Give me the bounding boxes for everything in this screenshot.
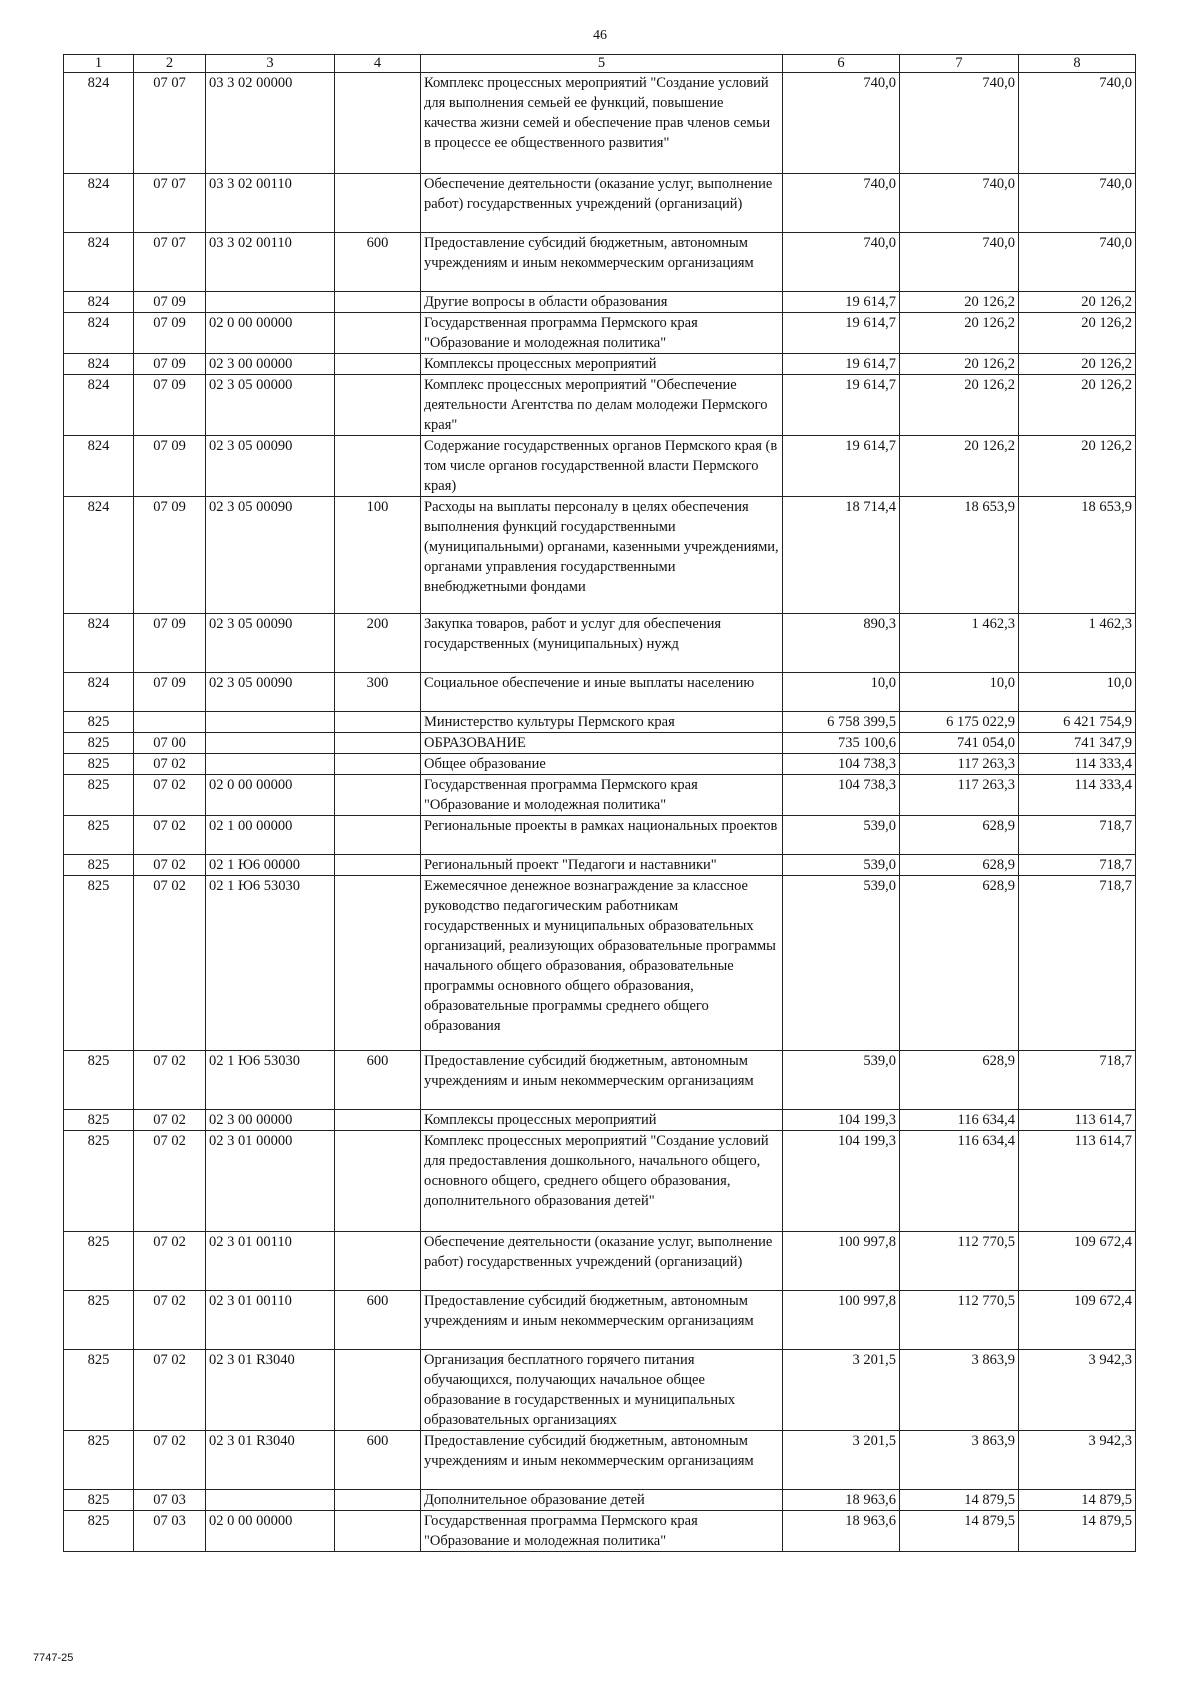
- section-cell: 07 09: [134, 673, 206, 712]
- amount-year2-cell: 628,9: [900, 1051, 1019, 1110]
- table-row: [64, 375, 1136, 436]
- amount-year2-cell: 740,0: [900, 73, 1019, 174]
- target-article-cell: 02 1 Ю6 00000: [206, 855, 335, 876]
- amount-year3-cell: 3 942,3: [1019, 1431, 1136, 1490]
- amount-year2-cell: 3 863,9: [900, 1431, 1019, 1490]
- admin-code-cell: 824: [64, 354, 134, 375]
- amount-year3-cell: 18 653,9: [1019, 497, 1136, 614]
- amount-year2-cell: 20 126,2: [900, 354, 1019, 375]
- amount-year1-cell: 539,0: [783, 816, 900, 855]
- target-article-cell: [206, 292, 335, 313]
- expense-type-cell: 100: [335, 497, 421, 614]
- column-header: 4: [335, 55, 421, 73]
- amount-year1-cell: 19 614,7: [783, 375, 900, 436]
- amount-year2-cell: 6 175 022,9: [900, 712, 1019, 733]
- admin-code-cell: 825: [64, 1051, 134, 1110]
- section-cell: 07 02: [134, 1291, 206, 1350]
- section-cell: 07 02: [134, 1350, 206, 1431]
- target-article-cell: 02 3 05 00090: [206, 497, 335, 614]
- table-row: [64, 775, 1136, 816]
- description-cell: Комплекс процессных мероприятий "Создание условий для предоставления дошкольного, начального общего, основного общего, среднего общего образования, дополнительного образования детей": [421, 1131, 783, 1232]
- amount-year1-cell: 6 758 399,5: [783, 712, 900, 733]
- admin-code-cell: 824: [64, 673, 134, 712]
- section-cell: 07 02: [134, 1110, 206, 1131]
- admin-code-cell: 824: [64, 436, 134, 497]
- amount-year3-cell: 3 942,3: [1019, 1350, 1136, 1431]
- admin-code-cell: 825: [64, 1110, 134, 1131]
- amount-year1-cell: 104 738,3: [783, 754, 900, 775]
- target-article-cell: 02 3 00 00000: [206, 354, 335, 375]
- expense-type-cell: 200: [335, 614, 421, 673]
- table-row: [64, 712, 1136, 733]
- admin-code-cell: 825: [64, 1511, 134, 1552]
- admin-code-cell: 825: [64, 855, 134, 876]
- admin-code-cell: 824: [64, 233, 134, 292]
- target-article-cell: 02 3 05 00090: [206, 436, 335, 497]
- description-cell: Закупка товаров, работ и услуг для обеспечения государственных (муниципальных) нужд: [421, 614, 783, 673]
- table-row: [64, 1431, 1136, 1490]
- amount-year1-cell: 539,0: [783, 876, 900, 1051]
- amount-year1-cell: 539,0: [783, 1051, 900, 1110]
- amount-year1-cell: 18 714,4: [783, 497, 900, 614]
- amount-year3-cell: 718,7: [1019, 876, 1136, 1051]
- target-article-cell: 02 1 00 00000: [206, 816, 335, 855]
- amount-year1-cell: 740,0: [783, 73, 900, 174]
- amount-year1-cell: 890,3: [783, 614, 900, 673]
- description-cell: Предоставление субсидий бюджетным, автономным учреждениям и иным некоммерческим организациям: [421, 1051, 783, 1110]
- section-cell: 07 02: [134, 1431, 206, 1490]
- target-article-cell: 02 3 01 R3040: [206, 1350, 335, 1431]
- amount-year2-cell: 117 263,3: [900, 775, 1019, 816]
- amount-year2-cell: 741 054,0: [900, 733, 1019, 754]
- expense-type-cell: [335, 816, 421, 855]
- target-article-cell: 02 3 05 00090: [206, 673, 335, 712]
- amount-year3-cell: 741 347,9: [1019, 733, 1136, 754]
- amount-year2-cell: 20 126,2: [900, 292, 1019, 313]
- amount-year3-cell: 10,0: [1019, 673, 1136, 712]
- amount-year3-cell: 20 126,2: [1019, 292, 1136, 313]
- description-cell: Государственная программа Пермского края "Образование и молодежная политика": [421, 313, 783, 354]
- amount-year3-cell: 14 879,5: [1019, 1511, 1136, 1552]
- amount-year1-cell: 735 100,6: [783, 733, 900, 754]
- amount-year2-cell: 14 879,5: [900, 1511, 1019, 1552]
- admin-code-cell: 825: [64, 1291, 134, 1350]
- section-cell: 07 09: [134, 313, 206, 354]
- column-header: 8: [1019, 55, 1136, 73]
- amount-year3-cell: 109 672,4: [1019, 1291, 1136, 1350]
- description-cell: Обеспечение деятельности (оказание услуг, выполнение работ) государственных учреждений (организаций): [421, 174, 783, 233]
- table-row: [64, 855, 1136, 876]
- admin-code-cell: 824: [64, 497, 134, 614]
- description-cell: Комплекс процессных мероприятий "Создание условий для выполнения семьей ее функций, повышение качества жизни семей и обеспечение прав членов семьи в процессе ее общественного развития": [421, 73, 783, 174]
- amount-year2-cell: 628,9: [900, 855, 1019, 876]
- expense-type-cell: [335, 876, 421, 1051]
- amount-year1-cell: 100 997,8: [783, 1232, 900, 1291]
- description-cell: Региональный проект "Педагоги и наставники": [421, 855, 783, 876]
- target-article-cell: [206, 754, 335, 775]
- amount-year1-cell: 10,0: [783, 673, 900, 712]
- target-article-cell: 03 3 02 00110: [206, 233, 335, 292]
- expense-type-cell: [335, 436, 421, 497]
- amount-year2-cell: 628,9: [900, 876, 1019, 1051]
- column-header: 5: [421, 55, 783, 73]
- expense-type-cell: [335, 313, 421, 354]
- target-article-cell: 03 3 02 00110: [206, 174, 335, 233]
- table-row: [64, 1110, 1136, 1131]
- amount-year3-cell: 740,0: [1019, 174, 1136, 233]
- target-article-cell: [206, 733, 335, 754]
- table-row: [64, 733, 1136, 754]
- amount-year2-cell: 10,0: [900, 673, 1019, 712]
- expense-type-cell: [335, 855, 421, 876]
- admin-code-cell: 825: [64, 733, 134, 754]
- section-cell: 07 07: [134, 73, 206, 174]
- amount-year3-cell: 718,7: [1019, 816, 1136, 855]
- amount-year2-cell: 20 126,2: [900, 436, 1019, 497]
- target-article-cell: 03 3 02 00000: [206, 73, 335, 174]
- section-cell: 07 02: [134, 1051, 206, 1110]
- admin-code-cell: 825: [64, 1131, 134, 1232]
- section-cell: 07 02: [134, 1232, 206, 1291]
- description-cell: Содержание государственных органов Пермского края (в том числе органов государственной власти Пермского края): [421, 436, 783, 497]
- table-row: [64, 673, 1136, 712]
- expense-type-cell: [335, 1350, 421, 1431]
- amount-year2-cell: 740,0: [900, 174, 1019, 233]
- expense-type-cell: [335, 1131, 421, 1232]
- table-row: [64, 614, 1136, 673]
- amount-year2-cell: 740,0: [900, 233, 1019, 292]
- amount-year1-cell: 100 997,8: [783, 1291, 900, 1350]
- amount-year3-cell: 20 126,2: [1019, 354, 1136, 375]
- table-row: [64, 292, 1136, 313]
- expense-type-cell: 600: [335, 1431, 421, 1490]
- table-row: [64, 1051, 1136, 1110]
- admin-code-cell: 824: [64, 313, 134, 354]
- admin-code-cell: 825: [64, 876, 134, 1051]
- section-cell: 07 09: [134, 436, 206, 497]
- target-article-cell: 02 3 05 00000: [206, 375, 335, 436]
- target-article-cell: 02 3 01 00110: [206, 1232, 335, 1291]
- section-cell: 07 09: [134, 614, 206, 673]
- description-cell: Государственная программа Пермского края "Образование и молодежная политика": [421, 775, 783, 816]
- description-cell: Социальное обеспечение и иные выплаты населению: [421, 673, 783, 712]
- target-article-cell: 02 3 05 00090: [206, 614, 335, 673]
- column-header: 2: [134, 55, 206, 73]
- amount-year1-cell: 19 614,7: [783, 313, 900, 354]
- amount-year3-cell: 740,0: [1019, 73, 1136, 174]
- expense-type-cell: 600: [335, 233, 421, 292]
- admin-code-cell: 824: [64, 614, 134, 673]
- amount-year2-cell: 14 879,5: [900, 1490, 1019, 1511]
- page-number: 46: [593, 28, 607, 43]
- table-row: [64, 1490, 1136, 1511]
- amount-year3-cell: 109 672,4: [1019, 1232, 1136, 1291]
- section-cell: 07 02: [134, 754, 206, 775]
- description-cell: Предоставление субсидий бюджетным, автономным учреждениям и иным некоммерческим организациям: [421, 1431, 783, 1490]
- expense-type-cell: [335, 1511, 421, 1552]
- amount-year3-cell: 14 879,5: [1019, 1490, 1136, 1511]
- target-article-cell: [206, 712, 335, 733]
- admin-code-cell: 825: [64, 1350, 134, 1431]
- section-cell: 07 02: [134, 1131, 206, 1232]
- amount-year1-cell: 539,0: [783, 855, 900, 876]
- expense-type-cell: 600: [335, 1051, 421, 1110]
- amount-year2-cell: 112 770,5: [900, 1232, 1019, 1291]
- column-header: 3: [206, 55, 335, 73]
- section-cell: 07 03: [134, 1511, 206, 1552]
- section-cell: 07 02: [134, 775, 206, 816]
- table-row: [64, 354, 1136, 375]
- amount-year1-cell: 18 963,6: [783, 1490, 900, 1511]
- table-row: [64, 754, 1136, 775]
- table-header-row: [64, 55, 1136, 73]
- description-cell: Общее образование: [421, 754, 783, 775]
- expense-type-cell: [335, 775, 421, 816]
- table-row: [64, 174, 1136, 233]
- section-cell: 07 07: [134, 174, 206, 233]
- table-row: [64, 1511, 1136, 1552]
- amount-year2-cell: 117 263,3: [900, 754, 1019, 775]
- section-cell: 07 00: [134, 733, 206, 754]
- section-cell: 07 02: [134, 816, 206, 855]
- amount-year2-cell: 112 770,5: [900, 1291, 1019, 1350]
- amount-year2-cell: 1 462,3: [900, 614, 1019, 673]
- target-article-cell: [206, 1490, 335, 1511]
- target-article-cell: 02 3 01 R3040: [206, 1431, 335, 1490]
- table-row: [64, 1291, 1136, 1350]
- description-cell: ОБРАЗОВАНИЕ: [421, 733, 783, 754]
- expense-type-cell: [335, 1490, 421, 1511]
- amount-year1-cell: 104 199,3: [783, 1110, 900, 1131]
- admin-code-cell: 825: [64, 1232, 134, 1291]
- admin-code-cell: 824: [64, 73, 134, 174]
- section-cell: 07 02: [134, 876, 206, 1051]
- expense-type-cell: [335, 754, 421, 775]
- target-article-cell: 02 3 01 00000: [206, 1131, 335, 1232]
- table-row: [64, 436, 1136, 497]
- amount-year2-cell: 3 863,9: [900, 1350, 1019, 1431]
- description-cell: Региональные проекты в рамках национальных проектов: [421, 816, 783, 855]
- amount-year3-cell: 718,7: [1019, 855, 1136, 876]
- description-cell: Комплексы процессных мероприятий: [421, 1110, 783, 1131]
- description-cell: Расходы на выплаты персоналу в целях обеспечения выполнения функций государственными (муниципальными) органами, казенными учреждениями, органами управления государственными внебюджетными фондами: [421, 497, 783, 614]
- section-cell: 07 02: [134, 855, 206, 876]
- admin-code-cell: 825: [64, 754, 134, 775]
- column-header: 7: [900, 55, 1019, 73]
- amount-year1-cell: 740,0: [783, 174, 900, 233]
- amount-year1-cell: 18 963,6: [783, 1511, 900, 1552]
- amount-year1-cell: 19 614,7: [783, 292, 900, 313]
- target-article-cell: 02 1 Ю6 53030: [206, 1051, 335, 1110]
- description-cell: Организация бесплатного горячего питания обучающихся, получающих начальное общее образование в государственных и муниципальных образовательных организациях: [421, 1350, 783, 1431]
- expense-type-cell: [335, 292, 421, 313]
- table-row: [64, 73, 1136, 174]
- table-row: [64, 876, 1136, 1051]
- description-cell: Государственная программа Пермского края "Образование и молодежная политика": [421, 1511, 783, 1552]
- table-row: [64, 497, 1136, 614]
- amount-year1-cell: 3 201,5: [783, 1350, 900, 1431]
- budget-table: [63, 54, 1136, 1552]
- amount-year2-cell: 20 126,2: [900, 375, 1019, 436]
- section-cell: [134, 712, 206, 733]
- section-cell: 07 09: [134, 354, 206, 375]
- description-cell: Дополнительное образование детей: [421, 1490, 783, 1511]
- target-article-cell: 02 3 01 00110: [206, 1291, 335, 1350]
- section-cell: 07 07: [134, 233, 206, 292]
- table-row: [64, 233, 1136, 292]
- admin-code-cell: 825: [64, 712, 134, 733]
- section-cell: 07 09: [134, 497, 206, 614]
- description-cell: Ежемесячное денежное вознаграждение за классное руководство педагогическим работникам государственных и муниципальных образовательных организаций, реализующих образовательные программы начального общего образования, образовательные программы основного общего образования, образовательные программы среднего общего образования: [421, 876, 783, 1051]
- expense-type-cell: [335, 733, 421, 754]
- expense-type-cell: [335, 712, 421, 733]
- table-row: [64, 1131, 1136, 1232]
- amount-year3-cell: 114 333,4: [1019, 775, 1136, 816]
- description-cell: Комплексы процессных мероприятий: [421, 354, 783, 375]
- amount-year3-cell: 20 126,2: [1019, 436, 1136, 497]
- admin-code-cell: 824: [64, 174, 134, 233]
- table-row: [64, 1350, 1136, 1431]
- description-cell: Комплекс процессных мероприятий "Обеспечение деятельности Агентства по делам молодежи Пермского края": [421, 375, 783, 436]
- amount-year3-cell: 20 126,2: [1019, 375, 1136, 436]
- amount-year3-cell: 6 421 754,9: [1019, 712, 1136, 733]
- expense-type-cell: [335, 73, 421, 174]
- admin-code-cell: 825: [64, 816, 134, 855]
- target-article-cell: 02 0 00 00000: [206, 775, 335, 816]
- amount-year1-cell: 19 614,7: [783, 436, 900, 497]
- column-header: 1: [64, 55, 134, 73]
- table-body: [64, 73, 1136, 1552]
- amount-year1-cell: 104 199,3: [783, 1131, 900, 1232]
- target-article-cell: 02 0 00 00000: [206, 313, 335, 354]
- description-cell: Другие вопросы в области образования: [421, 292, 783, 313]
- amount-year3-cell: 113 614,7: [1019, 1110, 1136, 1131]
- target-article-cell: 02 0 00 00000: [206, 1511, 335, 1552]
- description-cell: Обеспечение деятельности (оказание услуг, выполнение работ) государственных учреждений (организаций): [421, 1232, 783, 1291]
- amount-year2-cell: 20 126,2: [900, 313, 1019, 354]
- document-code: 7747-25: [33, 1652, 74, 1664]
- amount-year3-cell: 20 126,2: [1019, 313, 1136, 354]
- amount-year1-cell: 104 738,3: [783, 775, 900, 816]
- admin-code-cell: 825: [64, 1490, 134, 1511]
- expense-type-cell: [335, 1232, 421, 1291]
- expense-type-cell: 600: [335, 1291, 421, 1350]
- target-article-cell: 02 1 Ю6 53030: [206, 876, 335, 1051]
- amount-year3-cell: 113 614,7: [1019, 1131, 1136, 1232]
- amount-year2-cell: 18 653,9: [900, 497, 1019, 614]
- expense-type-cell: [335, 1110, 421, 1131]
- amount-year1-cell: 19 614,7: [783, 354, 900, 375]
- section-cell: 07 09: [134, 292, 206, 313]
- amount-year2-cell: 116 634,4: [900, 1131, 1019, 1232]
- table-row: [64, 1232, 1136, 1291]
- expense-type-cell: [335, 354, 421, 375]
- amount-year3-cell: 718,7: [1019, 1051, 1136, 1110]
- section-cell: 07 09: [134, 375, 206, 436]
- description-cell: Предоставление субсидий бюджетным, автономным учреждениям и иным некоммерческим организациям: [421, 1291, 783, 1350]
- section-cell: 07 03: [134, 1490, 206, 1511]
- column-header: 6: [783, 55, 900, 73]
- description-cell: Предоставление субсидий бюджетным, автономным учреждениям и иным некоммерческим организациям: [421, 233, 783, 292]
- amount-year3-cell: 740,0: [1019, 233, 1136, 292]
- amount-year1-cell: 740,0: [783, 233, 900, 292]
- amount-year2-cell: 116 634,4: [900, 1110, 1019, 1131]
- admin-code-cell: 824: [64, 292, 134, 313]
- amount-year3-cell: 114 333,4: [1019, 754, 1136, 775]
- admin-code-cell: 825: [64, 1431, 134, 1490]
- table-row: [64, 816, 1136, 855]
- expense-type-cell: 300: [335, 673, 421, 712]
- amount-year1-cell: 3 201,5: [783, 1431, 900, 1490]
- admin-code-cell: 825: [64, 775, 134, 816]
- amount-year2-cell: 628,9: [900, 816, 1019, 855]
- amount-year3-cell: 1 462,3: [1019, 614, 1136, 673]
- expense-type-cell: [335, 174, 421, 233]
- target-article-cell: 02 3 00 00000: [206, 1110, 335, 1131]
- expense-type-cell: [335, 375, 421, 436]
- description-cell: Министерство культуры Пермского края: [421, 712, 783, 733]
- admin-code-cell: 824: [64, 375, 134, 436]
- table-row: [64, 313, 1136, 354]
